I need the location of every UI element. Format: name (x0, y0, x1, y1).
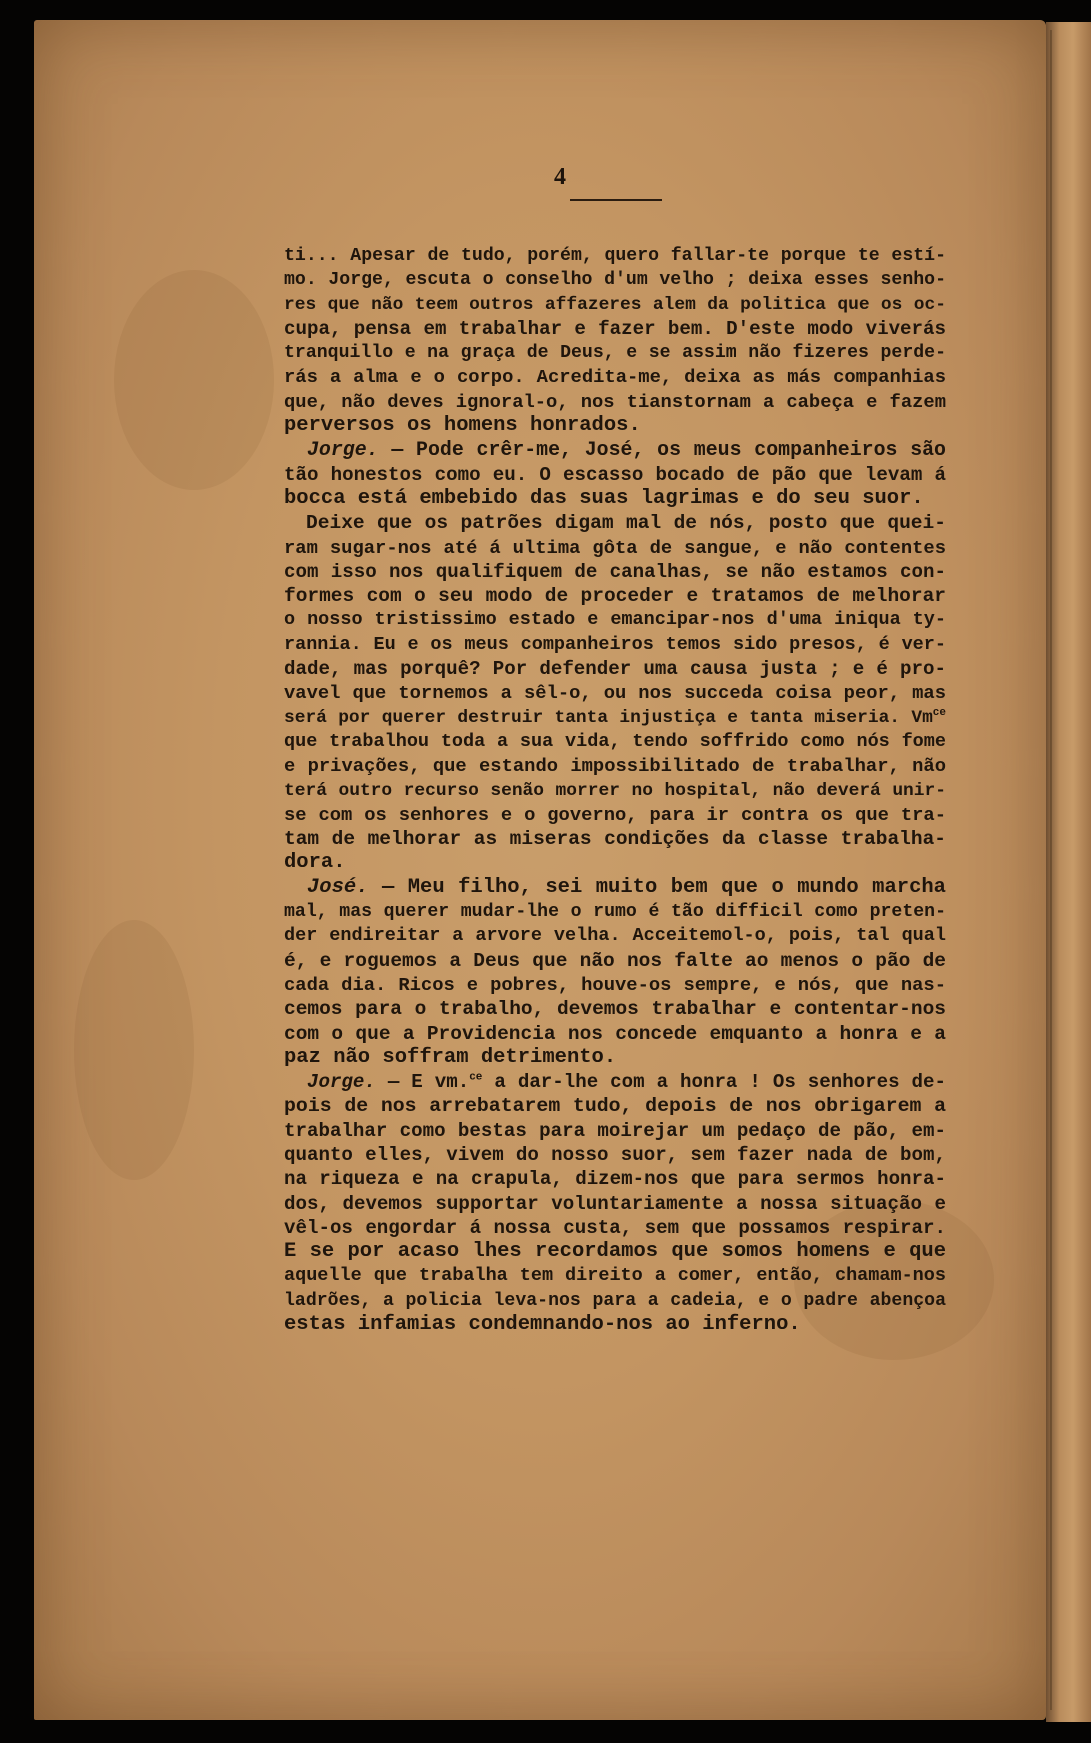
text-line: será por querer destruir tanta injustiça e tanta miseria. $Vm^{ce}$ (284, 706, 946, 728)
text-line: com o que a Providencia nos concede emquanto a honra e a (284, 1022, 946, 1045)
text-line: aquelle que trabalha tem direito a comer, então, chamam-nos (284, 1265, 946, 1287)
text-line: Deixe que os patrões digam mal de nós, posto que quei- (306, 512, 946, 535)
text-line: bocca está embebido das suas lagrimas e do seu suor. (284, 486, 924, 510)
text-line: vêl-os engordar á nossa custa, sem que possamos respirar. (284, 1216, 946, 1239)
text-line: vavel que tornemos a sêl-o, ou nos succeda coisa peor, mas (284, 682, 946, 705)
text-line: mal, mas querer mudar-lhe o rumo é tão difficil como preten- (284, 902, 946, 923)
text-line: res que não teem outros affazeres alem da politica que os oc- (284, 294, 946, 315)
text-line: estas infamias condemnando-nos ao inferno. (284, 1313, 801, 1337)
text-line: se com os senhores e o governo, para ir contra os que tra- (284, 803, 946, 826)
text-line: cemos para o trabalho, devemos trabalhar e contentar-nos (284, 998, 946, 1021)
text-line: der endireitar a arvore velha. Acceitemol-o, pois, tal qual (284, 925, 946, 947)
text-line: ti... Apesar de tudo, porém, quero fallar-te porque te estí- (284, 246, 946, 266)
text-line: que trabalhou toda a sua vida, tendo soffrido como nós fome (284, 730, 946, 752)
page-number-rule (570, 199, 662, 201)
text-line: tam de melhorar as miseras condições da classe trabalha- (284, 828, 946, 851)
page-number: 4 (554, 164, 566, 190)
dialogue-line: Jorge. — Pode crêr-me, José, os meus companheiros são (307, 438, 946, 462)
text-line: mo. Jorge, escuta o conselho d'um velho ; deixa esses senho- (284, 270, 946, 291)
text-line: rannia. Eu e os meus companheiros temos sido presos, é ver- (284, 633, 946, 655)
text-line: tão honestos como eu. O escasso bocado de pão que levam á (284, 463, 946, 486)
binding-edge-line (1050, 30, 1052, 1710)
text-line: pois de nos arrebatarem tudo, depois de nos obrigarem a (284, 1094, 946, 1118)
speaker-name: Jorge. (307, 438, 379, 462)
superscript: ce (469, 1071, 483, 1084)
text-line: o nosso tristissimo estado e emancipar-nos d'uma iniqua ty- (284, 609, 946, 631)
body-text (284, 244, 946, 1337)
text-line: dade, mas porquê? Por defender uma causa justa ; e é pro- (284, 658, 946, 681)
text-line: terá outro recurso senão morrer no hospital, não deverá unir- (284, 780, 946, 801)
adjacent-page-edge (1046, 22, 1091, 1722)
dialogue-line: José. — Meu filho, sei muito bem que o mundo marcha (307, 875, 946, 899)
text-line: quanto elles, vivem do nosso suor, sem fazer nada de bom, (284, 1143, 946, 1166)
dialogue-line: Jorge. — E vm.$^{ce}$ a dar-lhe com a honra ! Os senhores de- (307, 1071, 946, 1094)
paper-stain (114, 270, 274, 490)
text-line: paz não soffram detrimento. (284, 1045, 617, 1069)
text-line: dos, devemos supportar voluntariamente a nossa situação e (284, 1192, 946, 1215)
text-line: que, não deves ignoral-o, nos tianstornam a cabeça e fazem (284, 390, 946, 413)
text-line: na riqueza e na crapula, dizem-nos que para sermos honra- (284, 1168, 946, 1191)
text-line: dora. (284, 851, 346, 875)
text-line: cada dia. Ricos e pobres, houve-os sempre, e nós, que nas- (284, 973, 946, 996)
paper-stain (74, 920, 194, 1180)
text-line: rás a alma e o corpo. Acredita-me, deixa as más companhias (284, 366, 946, 389)
text-line: cupa, pensa em trabalhar e fazer bem. D'este modo viverás (284, 317, 946, 340)
text-line: formes com o seu modo de proceder e tratamos de melhorar (284, 585, 946, 608)
text-line: ladrões, a policia leva-nos para a cadeia, e o padre abençoa (284, 1290, 946, 1311)
text-line: com isso nos qualifiquem de canalhas, se não estamos con- (284, 560, 946, 583)
superscript: ce (932, 706, 946, 719)
text-line: ram sugar-nos até á ultima gôta de sangue, e não contentes (284, 536, 946, 559)
text-line: tranquillo e na graça de Deus, e se assim não fizeres perde- (284, 343, 946, 364)
text-line: trabalhar como bestas para moirejar um pedaço de pão, em- (284, 1119, 946, 1142)
text-line: e privações, que estando impossibilitado de trabalhar, não (284, 755, 946, 778)
speaker-name: Jorge. (307, 1071, 376, 1094)
speaker-name: José. (307, 875, 369, 899)
text-line: perversos os homens honrados. (284, 414, 641, 438)
text-line: E se por acaso lhes recordamos que somos homens e que (284, 1240, 946, 1264)
text-line: é, e roguemos a Deus que não nos falte ao menos o pão de (284, 949, 946, 972)
